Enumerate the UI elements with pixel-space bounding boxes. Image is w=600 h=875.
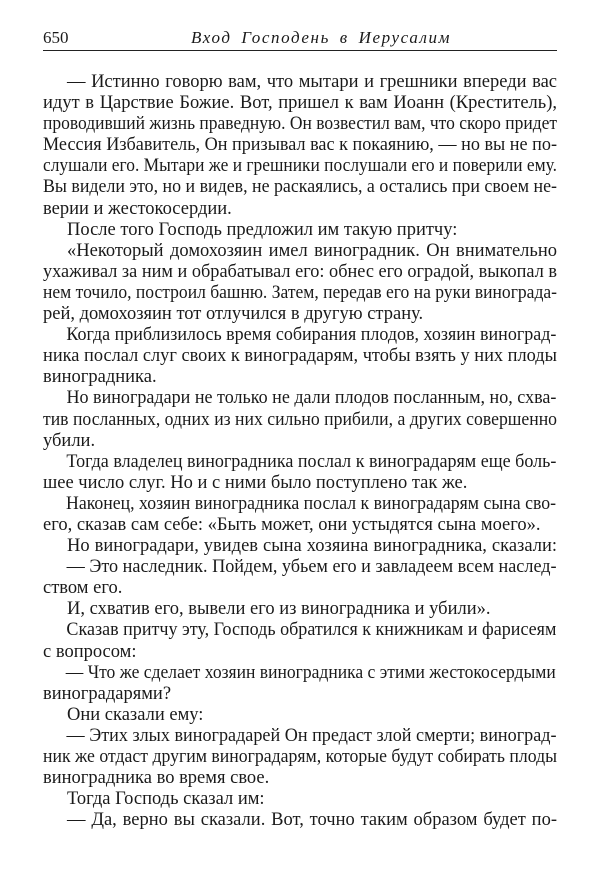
text-line: ством его.	[43, 578, 123, 599]
text-line: виноградника.	[43, 367, 157, 388]
paragraph	[43, 241, 557, 325]
paragraph	[43, 325, 557, 388]
text-line: виноградарями?	[43, 683, 172, 704]
text-line: нем точило, построил башню. Затем, передав его на руки винограда-	[43, 282, 558, 303]
paragraph	[43, 388, 557, 451]
text-line: Вы видели это, но и видев, не раскаялись, а остались при своем не-	[43, 177, 557, 198]
paragraph	[43, 494, 557, 536]
text-line: «Некоторый домохозяин имел виноградник. Он внимательно	[67, 240, 557, 261]
text-line: проводивший жизнь праведную. Он возвестил вам, что скоро придет	[43, 114, 558, 135]
text-line: виноградника во время свое.	[43, 768, 270, 789]
text-line: с вопросом:	[43, 641, 137, 662]
text-line: Но виноградари не только не дали плодов посланным, но, схва-	[66, 388, 557, 409]
text-line: — Что же сделает хозяин виноградника с этими жестокосердыми	[65, 662, 556, 683]
text-line: И, схватив его, вывели его из виноградника и убили».	[67, 599, 491, 620]
text-line: ник же отдаст другим виноградарям, которые будут собирать плоды	[43, 747, 558, 767]
text-line: — Истинно говорю вам, что мытари и грешники впереди вас	[67, 72, 557, 92]
text-line: — Это наследник. Пойдем, убьем его и завладеем всем наслед-	[66, 557, 557, 578]
paragraph	[43, 220, 557, 241]
paragraph	[43, 452, 557, 494]
text-line: Тогда Господь сказал им:	[67, 789, 265, 810]
page-body-text	[43, 72, 557, 831]
text-line: его, сказав сам себе: «Быть может, они устыдятся сына моего».	[43, 514, 541, 535]
paragraph	[43, 557, 557, 599]
paragraph	[43, 663, 557, 705]
text-line: ухаживал за ним и обрабатывал его: обнес его оградой, выкопал в	[43, 261, 558, 282]
running-title: Вход Господень в Иерусалим	[191, 28, 452, 47]
paragraph	[43, 810, 557, 831]
paragraph	[43, 789, 557, 810]
text-line: шее число слуг. Но и с ними было поступлено так же.	[43, 472, 468, 493]
text-line: — Этих злых виноградарей Он предаст злой смерти; виноград-	[66, 725, 557, 746]
paragraph	[43, 620, 557, 662]
text-line: Сказав притчу эту, Господь обратился к книжникам и фарисеям	[66, 620, 557, 641]
running-header	[43, 28, 557, 51]
paragraph	[43, 726, 557, 789]
text-line: идут в Царствие Божие. Вот, пришел к вам Иоанн (Креститель),	[43, 93, 557, 114]
paragraph	[43, 705, 557, 726]
text-line: После того Господь предложил им такую притчу:	[67, 219, 458, 240]
paragraph	[43, 599, 557, 620]
text-line: — Да, верно вы сказали. Вот, точно таким образом будет по-	[67, 810, 557, 831]
text-line: тив посланных, одних из них сильно прибили, а других совершенно	[43, 409, 558, 430]
text-line: верии и жестокосердии.	[43, 198, 232, 219]
paragraph	[43, 536, 557, 557]
text-line: Когда приблизилось время собирания плодов, хозяин виноград-	[66, 325, 557, 346]
text-line: Наконец, хозяин виноградника послал к виноградарям сына сво-	[66, 493, 557, 514]
page-number: 650	[43, 28, 69, 47]
text-line: Мессия Избавитель, Он призывал вас к покаянию, — но вы не по-	[43, 135, 558, 156]
paragraph	[43, 72, 557, 220]
text-line: Они сказали ему:	[67, 704, 204, 725]
text-line: Тогда владелец виноградника послал к виноградарям еще боль-	[66, 451, 557, 472]
text-line: рей, домохозяин тот отлучился в другую страну.	[43, 304, 424, 325]
text-line: слушали его. Мытари же и грешники послушали его и поверили ему.	[43, 156, 557, 177]
text-line: убили.	[43, 430, 96, 451]
text-line: ника послал слуг своих к виноградарям, чтобы взять у них плоды	[43, 346, 557, 367]
text-line: Но виноградари, увидев сына хозяина виноградника, сказали:	[67, 536, 557, 557]
